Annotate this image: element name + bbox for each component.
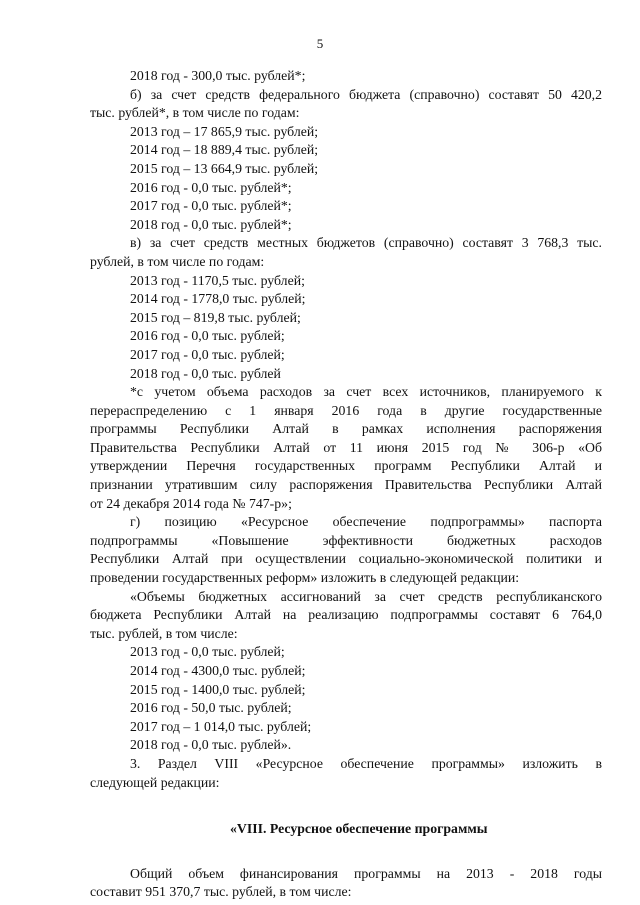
- text-line: утверждении Перечня государственных программ Республики Алтай и: [90, 458, 602, 474]
- text-line: 3. Раздел VIII «Ресурсное обеспечение программы» изложить в: [130, 755, 602, 771]
- page-number: 5: [316, 36, 324, 51]
- text-line: Общий объем финансирования программы на 2013 - 2018 годы: [130, 865, 602, 881]
- text-line: 2018 год - 300,0 тыс. рублей*;: [130, 68, 306, 83]
- text-line: от 24 декабря 2014 года № 747-р»;: [90, 495, 292, 511]
- text-line: тыс. рублей*, в том числе по годам:: [90, 105, 300, 121]
- text-line: тыс. рублей, в том числе:: [90, 625, 238, 641]
- text-line: «Объемы бюджетных ассигнований за счет средств республиканского: [130, 588, 602, 604]
- text-line: перераспределению с 1 января 2016 года в другие государственные: [90, 402, 602, 418]
- text-line: 2018 год - 0,0 тыс. рублей».: [130, 737, 292, 753]
- section-heading: «VIII. Ресурсное обеспечение программы: [230, 821, 488, 837]
- text-line: программы Республики Алтай в рамках исполнения распоряжения: [90, 421, 602, 437]
- text-line: 2017 год – 1 014,0 тыс. рублей;: [130, 718, 312, 734]
- text-line: 2014 год - 4300,0 тыс. рублей;: [130, 663, 306, 678]
- text-line: рублей, в том числе по годам:: [90, 253, 265, 269]
- text-line: подпрограммы «Повышение эффективности бюджетных расходов: [90, 532, 602, 548]
- text-line: 2015 год – 13 664,9 тыс. рублей;: [130, 160, 319, 176]
- text-line: Республики Алтай при осуществлении социально-экономической политики и: [90, 551, 602, 567]
- text-line: составит 951 370,7 тыс. рублей, в том числе:: [90, 884, 352, 900]
- text-line: 2015 год - 1400,0 тыс. рублей;: [130, 681, 306, 697]
- text-line: 2013 год - 0,0 тыс. рублей;: [130, 644, 285, 660]
- text-line: 2015 год – 819,8 тыс. рублей;: [130, 309, 301, 325]
- text-line: б) за счет средств федерального бюджета (справочно) составят 50 420,2: [130, 86, 602, 102]
- text-line: 2016 год - 0,0 тыс. рублей*;: [130, 179, 292, 195]
- text-line: Правительства Республики Алтай от 11 июня 2015 год № 306-р «Об: [90, 439, 602, 455]
- text-line: следующей редакции:: [90, 774, 220, 790]
- text-line: *с учетом объема расходов за счет всех источников, планируемого к: [130, 384, 602, 400]
- text-line: 2017 год - 0,0 тыс. рублей;: [130, 346, 285, 362]
- text-line: 2017 год - 0,0 тыс. рублей*;: [130, 198, 292, 214]
- text-line: г) позицию «Ресурсное обеспечение подпрограммы» паспорта: [130, 514, 602, 530]
- text-line: 2014 год - 1778,0 тыс. рублей;: [130, 291, 306, 307]
- text-line: 2018 год - 0,0 тыс. рублей: [130, 365, 281, 381]
- text-line: признании утратившим силу распоряжения Правительства Республики Алтай: [90, 477, 602, 493]
- text-line: бюджета Республики Алтай на реализацию подпрограммы составят 6 764,0: [90, 607, 602, 623]
- text-line: 2018 год - 0,0 тыс. рублей*;: [130, 216, 292, 232]
- text-line: 2016 год - 50,0 тыс. рублей;: [130, 700, 292, 716]
- text-line: в) за счет средств местных бюджетов (справочно) составят 3 768,3 тыс.: [130, 235, 602, 251]
- text-line: 2013 год – 17 865,9 тыс. рублей;: [130, 123, 319, 139]
- text-line: 2014 год – 18 889,4 тыс. рублей;: [130, 142, 319, 158]
- text-line: 2013 год - 1170,5 тыс. рублей;: [130, 272, 305, 288]
- text-line: 2016 год - 0,0 тыс. рублей;: [130, 328, 285, 344]
- text-line: проведении государственных реформ» изложить в следующей редакции:: [90, 570, 520, 586]
- document-body: [90, 67, 602, 902]
